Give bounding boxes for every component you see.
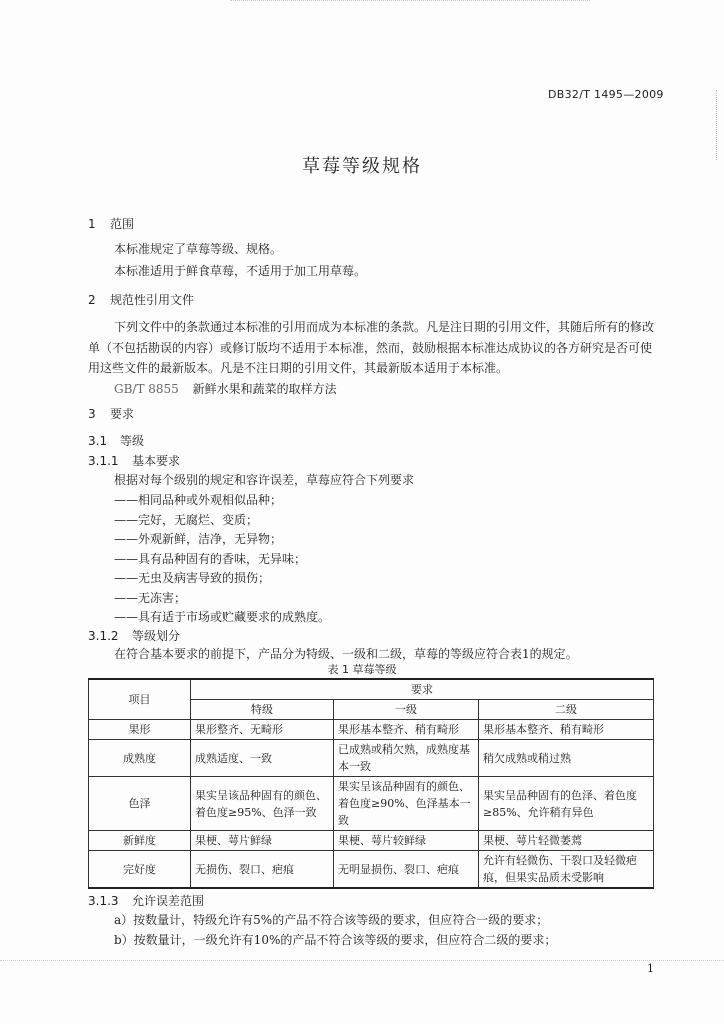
section-number: 3.1.3 xyxy=(88,894,119,908)
basic-requirements-intro: 根据对每个级别的规定和容许误差，草莓应符合下列要求 xyxy=(114,473,415,487)
section-number: 3 xyxy=(88,407,96,421)
section-title: 要求 xyxy=(110,407,135,421)
scope-line-1: 本标准规定了草莓等级、规格。 xyxy=(114,242,283,256)
scan-edge-top xyxy=(230,0,590,1)
section-3-1-2-heading xyxy=(88,627,180,644)
cell-second: 允许有轻微伤、干裂口及轻微疤痕，但果实品质未受影响 xyxy=(479,851,654,889)
header-requirements: 要求 xyxy=(191,679,654,700)
table-row xyxy=(89,831,654,851)
table-row xyxy=(89,851,654,889)
requirement-item: ——无虫及病害导致的损伤； xyxy=(114,571,271,585)
cell-special: 果实呈该品种固有的颜色、着色度≥95%、色泽一致 xyxy=(191,777,334,831)
tolerance-item: b）按数量计，一级允许有10%的产品不符合该等级的要求，但应符合二级的要求； xyxy=(114,933,557,947)
scan-dotted-line xyxy=(0,960,724,961)
requirement-item: ——具有品种固有的香味，无异味； xyxy=(114,552,307,566)
section-title: 允许误差范围 xyxy=(132,894,205,908)
standard-code: DB32/T 1495—2009 xyxy=(548,88,664,101)
requirement-item: ——相同品种或外观相似品种； xyxy=(114,493,283,507)
scope-line-2: 本标准适用于鲜食草莓，不适用于加工用草莓。 xyxy=(114,264,367,278)
cell-special: 成熟适度、一致 xyxy=(191,740,334,777)
section-title: 规范性引用文件 xyxy=(110,293,195,307)
cell-special: 果梗、萼片鲜绿 xyxy=(191,831,334,851)
cell-second: 果形基本整齐、稍有畸形 xyxy=(479,720,654,740)
cell-special: 果形整齐、无畸形 xyxy=(191,720,334,740)
cell-second: 果实呈品种固有的色泽、着色度≥85%、允许稍有异色 xyxy=(479,777,654,831)
strawberry-grade-table xyxy=(88,678,654,889)
requirement-item: ——完好，无腐烂、变质； xyxy=(114,513,259,527)
row-item: 色泽 xyxy=(89,777,191,831)
section-number: 3.1.2 xyxy=(88,629,119,643)
cell-first: 无明显损伤、裂口、疤痕 xyxy=(334,851,479,889)
cell-second: 果梗、萼片轻微萎蔫 xyxy=(479,831,654,851)
table-row xyxy=(89,720,654,740)
section-3-1-3-heading xyxy=(88,892,204,909)
row-item: 果形 xyxy=(89,720,191,740)
row-item: 完好度 xyxy=(89,851,191,889)
row-item: 成熟度 xyxy=(89,740,191,777)
table-caption: 表 1 草莓等级 xyxy=(327,663,397,676)
section-number: 1 xyxy=(88,217,96,231)
header-grade-second: 二级 xyxy=(479,700,654,720)
section-title: 等级 xyxy=(120,434,145,448)
cell-first: 果梗、萼片较鲜绿 xyxy=(334,831,479,851)
normative-references-paragraph: 下列文件中的条款通过本标准的引用而成为本标准的条款。凡是注日期的引用文件，其随后所有的修改单（不包括勘误的内容）或修订版均不适用于本标准，然而，鼓励根据本标准达成协议的各方研究是否可使用这些文件的最新版本。凡是不注日期的引用文件，其最新版本适用于本标准。 xyxy=(88,320,655,375)
table-header-row xyxy=(89,679,654,700)
requirement-item: ——外观新鲜，洁净，无异物； xyxy=(114,532,283,546)
section-3-1-heading xyxy=(88,432,144,449)
cell-first: 已成熟或稍欠熟，成熟度基本一致 xyxy=(334,740,479,777)
cell-special: 无损伤、裂口、疤痕 xyxy=(191,851,334,889)
section-2-heading xyxy=(88,291,194,308)
section-title: 基本要求 xyxy=(132,454,181,468)
section-3-heading xyxy=(88,405,134,422)
page-number: 1 xyxy=(647,962,654,975)
cell-first: 果实呈该品种固有的颜色、着色度≥90%、色泽基本一致 xyxy=(334,777,479,831)
row-item: 新鲜度 xyxy=(89,831,191,851)
reference-code: GB/T 8855 xyxy=(114,382,179,396)
reference-title: 新鲜水果和蔬菜的取样方法 xyxy=(192,382,337,396)
tolerance-item: a）按数量计，特级允许有5%的产品不符合该等级的要求，但应符合一级的要求； xyxy=(114,913,549,927)
section-title: 范围 xyxy=(110,217,135,231)
cell-first: 果形基本整齐、稍有畸形 xyxy=(334,720,479,740)
page-title: 草莓等级规格 xyxy=(302,156,422,177)
section-number: 3.1.1 xyxy=(88,454,119,468)
section-1-heading xyxy=(88,215,134,232)
section-title: 等级划分 xyxy=(132,629,181,643)
header-grade-first: 一级 xyxy=(334,700,479,720)
requirement-item: ——无冻害； xyxy=(114,591,187,605)
section-3-1-1-heading xyxy=(88,452,180,469)
scan-edge-right xyxy=(716,90,718,160)
table-row xyxy=(89,777,654,831)
grade-division-paragraph: 在符合基本要求的前提下，产品分为特级、一级和二级，草莓的等级应符合表1的规定。 xyxy=(114,647,578,661)
table-row xyxy=(89,740,654,777)
header-grade-special: 特级 xyxy=(191,700,334,720)
section-number: 2 xyxy=(88,293,96,307)
cell-second: 稍欠成熟或稍过熟 xyxy=(479,740,654,777)
requirement-item: ——具有适于市场或贮藏要求的成熟度。 xyxy=(114,610,331,624)
header-item: 项目 xyxy=(89,679,191,720)
section-number: 3.1 xyxy=(88,434,108,448)
reference-entry xyxy=(114,380,337,397)
